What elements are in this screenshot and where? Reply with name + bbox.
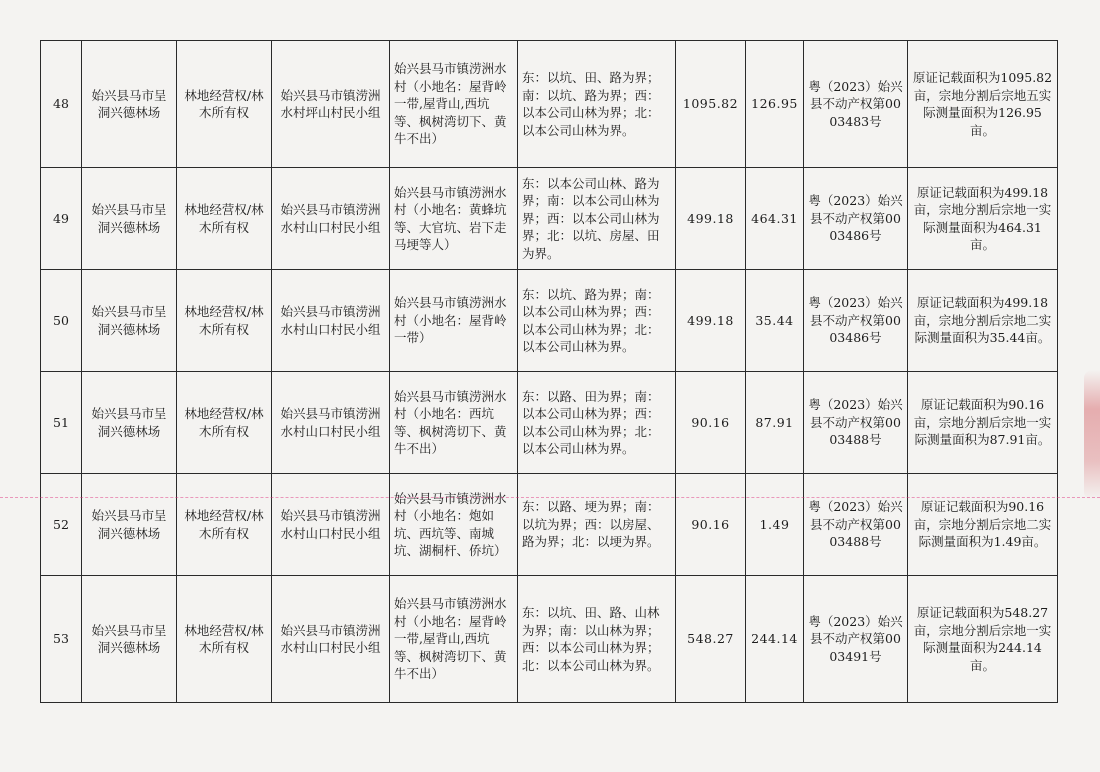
certificate-number: 粤（2023）始兴县不动产权第0003491号 <box>804 576 908 703</box>
parcel-boundary: 东：以坑、田、路为界；南：以坑、路为界；西：以本公司山林为界；北：以本公司山林为界。 <box>518 41 676 168</box>
original-area: 90.16 <box>676 474 746 576</box>
remarks: 原证记载面积为1095.82亩，宗地分割后宗地五实际测量面积为126.95亩。 <box>908 41 1058 168</box>
parcel-boundary: 东：以坑、田、路、山林为界；南：以山林为界；西：以本公司山林为界；北：以本公司山林为界。 <box>518 576 676 703</box>
rights-holder: 始兴县马市呈洞兴德林场 <box>82 372 177 474</box>
row-number: 49 <box>41 168 82 270</box>
row-number: 51 <box>41 372 82 474</box>
rights-holder: 始兴县马市呈洞兴德林场 <box>82 474 177 576</box>
measured-area: 126.95 <box>746 41 804 168</box>
parcel-boundary: 东：以路、田为界；南：以本公司山林为界；西：以本公司山林为界；北：以本公司山林为界。 <box>518 372 676 474</box>
rights-holder: 始兴县马市呈洞兴德林场 <box>82 576 177 703</box>
parcel-boundary: 东：以坑、路为界；南：以本公司山林为界；西：以本公司山林为界；北：以本公司山林为界。 <box>518 270 676 372</box>
parcel-location: 始兴县马市镇涝洲水村（小地名：炮如坑、西坑等、南城坑、湖桐杆、侨坑） <box>390 474 518 576</box>
rights-type: 林地经营权/林木所有权 <box>177 474 272 576</box>
parcel-boundary: 东：以路、埂为界；南：以坑为界；西：以房屋、路为界；北：以埂为界。 <box>518 474 676 576</box>
remarks: 原证记载面积为548.27亩，宗地分割后宗地一实际测量面积为244.14亩。 <box>908 576 1058 703</box>
rights-type: 林地经营权/林木所有权 <box>177 576 272 703</box>
parcel-location: 始兴县马市镇涝洲水村（小地名：屋背岭一带） <box>390 270 518 372</box>
parcel-location: 始兴县马市镇涝洲水村（小地名：西坑等、枫树湾切下、黄牛不出） <box>390 372 518 474</box>
row-number: 50 <box>41 270 82 372</box>
table-row <box>41 168 1058 270</box>
remarks: 原证记载面积为499.18亩，宗地分割后宗地一实际测量面积为464.31亩。 <box>908 168 1058 270</box>
certificate-number: 粤（2023）始兴县不动产权第0003486号 <box>804 270 908 372</box>
table-row <box>41 372 1058 474</box>
rights-type: 林地经营权/林木所有权 <box>177 270 272 372</box>
original-area: 548.27 <box>676 576 746 703</box>
land-rights-table <box>40 40 1058 703</box>
original-area: 90.16 <box>676 372 746 474</box>
land-owner: 始兴县马市镇涝洲水村山口村民小组 <box>272 168 390 270</box>
rights-holder: 始兴县马市呈洞兴德林场 <box>82 168 177 270</box>
rights-type: 林地经营权/林木所有权 <box>177 168 272 270</box>
row-number: 52 <box>41 474 82 576</box>
original-area: 499.18 <box>676 168 746 270</box>
certificate-number: 粤（2023）始兴县不动产权第0003483号 <box>804 41 908 168</box>
land-owner: 始兴县马市镇涝洲水村山口村民小组 <box>272 576 390 703</box>
certificate-number: 粤（2023）始兴县不动产权第0003488号 <box>804 372 908 474</box>
original-area: 499.18 <box>676 270 746 372</box>
measured-area: 464.31 <box>746 168 804 270</box>
parcel-boundary: 东：以本公司山林、路为界；南：以本公司山林为界；西：以本公司山林为界；北：以坑、房屋、田为界。 <box>518 168 676 270</box>
measured-area: 87.91 <box>746 372 804 474</box>
land-owner: 始兴县马市镇涝洲水村坪山村民小组 <box>272 41 390 168</box>
rights-holder: 始兴县马市呈洞兴德林场 <box>82 41 177 168</box>
row-number: 48 <box>41 41 82 168</box>
parcel-location: 始兴县马市镇涝洲水村（小地名：屋背岭一带,屋背山,西坑等、枫树湾切下、黄牛不出） <box>390 41 518 168</box>
rights-holder: 始兴县马市呈洞兴德林场 <box>82 270 177 372</box>
land-owner: 始兴县马市镇涝洲水村山口村民小组 <box>272 474 390 576</box>
measured-area: 244.14 <box>746 576 804 703</box>
remarks: 原证记载面积为90.16亩，宗地分割后宗地二实际测量面积为1.49亩。 <box>908 474 1058 576</box>
measured-area: 35.44 <box>746 270 804 372</box>
table-row <box>41 41 1058 168</box>
measured-area: 1.49 <box>746 474 804 576</box>
table-row <box>41 270 1058 372</box>
original-area: 1095.82 <box>676 41 746 168</box>
table-row <box>41 474 1058 576</box>
land-owner: 始兴县马市镇涝洲水村山口村民小组 <box>272 270 390 372</box>
table-row <box>41 576 1058 703</box>
remarks: 原证记载面积为90.16亩，宗地分割后宗地一实际测量面积为87.91亩。 <box>908 372 1058 474</box>
seal-edge-mark <box>1084 370 1100 500</box>
certificate-number: 粤（2023）始兴县不动产权第0003486号 <box>804 168 908 270</box>
certificate-number: 粤（2023）始兴县不动产权第0003488号 <box>804 474 908 576</box>
remarks: 原证记载面积为499.18亩，宗地分割后宗地二实际测量面积为35.44亩。 <box>908 270 1058 372</box>
parcel-location: 始兴县马市镇涝洲水村（小地名：屋背岭一带,屋背山,西坑等、枫树湾切下、黄牛不出） <box>390 576 518 703</box>
margin-guide-line <box>0 497 1100 498</box>
parcel-location: 始兴县马市镇涝洲水村（小地名：黄蜂坑等、大官坑、岩下走马埂等人） <box>390 168 518 270</box>
rights-type: 林地经营权/林木所有权 <box>177 41 272 168</box>
row-number: 53 <box>41 576 82 703</box>
rights-type: 林地经营权/林木所有权 <box>177 372 272 474</box>
land-owner: 始兴县马市镇涝洲水村山口村民小组 <box>272 372 390 474</box>
